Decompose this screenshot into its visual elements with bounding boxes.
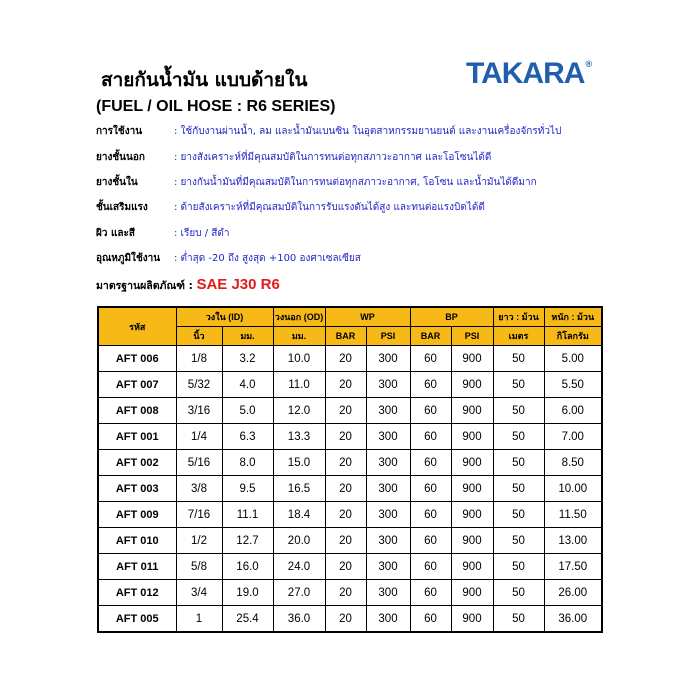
cell-length: 50 <box>493 424 544 450</box>
cell-weight: 5.00 <box>544 346 602 372</box>
hose-spec-table <box>97 306 603 633</box>
cell-id-mm: 3.2 <box>222 346 273 372</box>
spec-inner-tube <box>96 177 537 189</box>
header-code: รหัส <box>98 307 176 346</box>
subheader-kg: กิโลกรัม <box>544 327 602 346</box>
cell-bp-psi: 900 <box>451 398 493 424</box>
cell-id-mm: 25.4 <box>222 606 273 633</box>
page-title-thai: สายกันน้ำมัน แบบด้ายใน <box>101 69 308 91</box>
cell-wp-psi: 300 <box>366 580 410 606</box>
cell-wp-bar: 20 <box>325 606 366 633</box>
spec-value: : ยางสังเคราะห์ที่มีคุณสมบัติในการทนต่อทุกสภาวะอากาศ และโอโซนได้ดี <box>174 152 492 163</box>
cell-code: AFT 001 <box>98 424 176 450</box>
page-title-english: (FUEL / OIL HOSE : R6 SERIES) <box>96 98 336 115</box>
cell-weight: 8.50 <box>544 450 602 476</box>
cell-length: 50 <box>493 554 544 580</box>
cell-bp-psi: 900 <box>451 424 493 450</box>
cell-inch: 1/2 <box>176 528 222 554</box>
cell-bp-bar: 60 <box>410 554 451 580</box>
cell-weight: 17.50 <box>544 554 602 580</box>
table-row <box>98 528 602 554</box>
cell-wp-psi: 300 <box>366 528 410 554</box>
spec-usage <box>96 126 561 138</box>
spec-outer-cover <box>96 152 491 164</box>
cell-bp-psi: 900 <box>451 502 493 528</box>
subheader-mm: มม. <box>222 327 273 346</box>
cell-od-mm: 24.0 <box>273 554 325 580</box>
cell-bp-bar: 60 <box>410 528 451 554</box>
cell-length: 50 <box>493 398 544 424</box>
subheader-bp-bar: BAR <box>410 327 451 346</box>
cell-id-mm: 19.0 <box>222 580 273 606</box>
cell-wp-bar: 20 <box>325 502 366 528</box>
cell-wp-bar: 20 <box>325 372 366 398</box>
cell-inch: 7/16 <box>176 502 222 528</box>
spec-label: ชั้นเสริมแรง <box>96 202 148 213</box>
subheader-bp-psi: PSI <box>451 327 493 346</box>
cell-wp-bar: 20 <box>325 476 366 502</box>
cell-wp-bar: 20 <box>325 528 366 554</box>
cell-od-mm: 13.3 <box>273 424 325 450</box>
cell-inch: 1 <box>176 606 222 633</box>
cell-bp-psi: 900 <box>451 528 493 554</box>
cell-bp-bar: 60 <box>410 450 451 476</box>
cell-bp-bar: 60 <box>410 372 451 398</box>
cell-wp-bar: 20 <box>325 450 366 476</box>
table-row <box>98 476 602 502</box>
cell-length: 50 <box>493 580 544 606</box>
cell-code: AFT 008 <box>98 398 176 424</box>
cell-od-mm: 16.5 <box>273 476 325 502</box>
cell-od-mm: 27.0 <box>273 580 325 606</box>
table-row <box>98 424 602 450</box>
cell-wp-psi: 300 <box>366 424 410 450</box>
spec-value: : ยางกันน้ำมันที่มีคุณสมบัติในการทนต่อทุกสภาวะอากาศ, โอโซน และน้ำมันได้ดีมาก <box>174 177 537 188</box>
cell-id-mm: 6.3 <box>222 424 273 450</box>
cell-code: AFT 005 <box>98 606 176 633</box>
cell-id-mm: 8.0 <box>222 450 273 476</box>
spec-label: อุณหภูมิใช้งาน <box>96 253 161 264</box>
cell-inch: 3/8 <box>176 476 222 502</box>
subheader-wp-psi: PSI <box>366 327 410 346</box>
cell-code: AFT 002 <box>98 450 176 476</box>
cell-weight: 36.00 <box>544 606 602 633</box>
cell-wp-psi: 300 <box>366 450 410 476</box>
subheader-wp-bar: BAR <box>325 327 366 346</box>
spec-value: : เรียบ / สีดำ <box>174 228 230 239</box>
spec-value: : ใช้กับงานผ่านน้ำ, ลม และน้ำมันเบนซิน ในอุตสาหกรรมยานยนต์ และงานเครื่องจักรทั่วไป <box>174 126 562 137</box>
cell-od-mm: 36.0 <box>273 606 325 633</box>
cell-bp-psi: 900 <box>451 450 493 476</box>
cell-wp-bar: 20 <box>325 424 366 450</box>
product-standard <box>96 276 280 294</box>
cell-inch: 3/16 <box>176 398 222 424</box>
cell-length: 50 <box>493 476 544 502</box>
cell-code: AFT 003 <box>98 476 176 502</box>
cell-code: AFT 006 <box>98 346 176 372</box>
cell-bp-bar: 60 <box>410 606 451 633</box>
cell-id-mm: 12.7 <box>222 528 273 554</box>
cell-inch: 3/4 <box>176 580 222 606</box>
standard-label: มาตรฐานผลิตภัณฑ์ : <box>96 280 193 292</box>
cell-od-mm: 10.0 <box>273 346 325 372</box>
cell-od-mm: 20.0 <box>273 528 325 554</box>
header-burst-pressure: BP <box>410 307 493 327</box>
cell-weight: 6.00 <box>544 398 602 424</box>
cell-wp-bar: 20 <box>325 554 366 580</box>
cell-weight: 26.00 <box>544 580 602 606</box>
cell-length: 50 <box>493 502 544 528</box>
registered-mark: ® <box>585 59 592 69</box>
cell-od-mm: 15.0 <box>273 450 325 476</box>
cell-bp-psi: 900 <box>451 554 493 580</box>
cell-weight: 7.00 <box>544 424 602 450</box>
spec-label: ยางชั้นใน <box>96 177 138 188</box>
cell-bp-psi: 900 <box>451 372 493 398</box>
cell-wp-bar: 20 <box>325 346 366 372</box>
cell-code: AFT 009 <box>98 502 176 528</box>
cell-weight: 5.50 <box>544 372 602 398</box>
cell-od-mm: 18.4 <box>273 502 325 528</box>
cell-id-mm: 11.1 <box>222 502 273 528</box>
cell-bp-psi: 900 <box>451 606 493 633</box>
header-weight-per-roll: หนัก : ม้วน <box>544 307 602 327</box>
cell-inch: 5/16 <box>176 450 222 476</box>
header-inner-diameter: วงใน (ID) <box>176 307 273 327</box>
cell-inch: 5/8 <box>176 554 222 580</box>
table-row <box>98 372 602 398</box>
cell-wp-psi: 300 <box>366 476 410 502</box>
cell-length: 50 <box>493 450 544 476</box>
table-row <box>98 554 602 580</box>
cell-wp-psi: 300 <box>366 372 410 398</box>
cell-wp-psi: 300 <box>366 346 410 372</box>
cell-length: 50 <box>493 606 544 633</box>
cell-length: 50 <box>493 346 544 372</box>
cell-wp-psi: 300 <box>366 398 410 424</box>
spec-temperature <box>96 253 361 265</box>
header-length-per-roll: ยาว : ม้วน <box>493 307 544 327</box>
standard-value: SAE J30 R6 <box>196 276 280 293</box>
cell-code: AFT 011 <box>98 554 176 580</box>
cell-code: AFT 007 <box>98 372 176 398</box>
spec-label: ยางชั้นนอก <box>96 152 145 163</box>
cell-weight: 13.00 <box>544 528 602 554</box>
cell-inch: 1/4 <box>176 424 222 450</box>
cell-wp-psi: 300 <box>366 502 410 528</box>
takara-logo <box>466 57 591 91</box>
cell-bp-bar: 60 <box>410 346 451 372</box>
table-row <box>98 398 602 424</box>
spec-label: ผิว และสี <box>96 228 136 239</box>
cell-length: 50 <box>493 528 544 554</box>
cell-bp-bar: 60 <box>410 398 451 424</box>
spec-surface-color <box>96 228 229 240</box>
cell-bp-psi: 900 <box>451 476 493 502</box>
cell-inch: 1/8 <box>176 346 222 372</box>
cell-weight: 11.50 <box>544 502 602 528</box>
table-row <box>98 346 602 372</box>
cell-id-mm: 4.0 <box>222 372 273 398</box>
cell-length: 50 <box>493 372 544 398</box>
cell-wp-psi: 300 <box>366 606 410 633</box>
brand-name: TAKARA <box>466 57 585 90</box>
table-row <box>98 606 602 633</box>
cell-od-mm: 11.0 <box>273 372 325 398</box>
spec-value: : ต่ำสุด -20 ถึง สูงสุด +100 องศาเซลเซียส <box>174 253 361 264</box>
cell-wp-psi: 300 <box>366 554 410 580</box>
cell-id-mm: 5.0 <box>222 398 273 424</box>
cell-wp-bar: 20 <box>325 398 366 424</box>
table-row <box>98 580 602 606</box>
subheader-od-mm: มม. <box>273 327 325 346</box>
cell-id-mm: 16.0 <box>222 554 273 580</box>
subheader-meter: เมตร <box>493 327 544 346</box>
table-row <box>98 450 602 476</box>
cell-code: AFT 012 <box>98 580 176 606</box>
cell-id-mm: 9.5 <box>222 476 273 502</box>
cell-od-mm: 12.0 <box>273 398 325 424</box>
header-working-pressure: WP <box>325 307 410 327</box>
cell-bp-psi: 900 <box>451 580 493 606</box>
cell-code: AFT 010 <box>98 528 176 554</box>
table-row <box>98 502 602 528</box>
cell-bp-bar: 60 <box>410 502 451 528</box>
cell-wp-bar: 20 <box>325 580 366 606</box>
cell-bp-bar: 60 <box>410 424 451 450</box>
subheader-inch: นิ้ว <box>176 327 222 346</box>
cell-inch: 5/32 <box>176 372 222 398</box>
cell-bp-bar: 60 <box>410 580 451 606</box>
cell-bp-psi: 900 <box>451 346 493 372</box>
spec-label: การใช้งาน <box>96 126 143 137</box>
spec-value: : ด้ายสังเคราะห์ที่มีคุณสมบัติในการรับแรงดันได้สูง และทนต่อแรงบิดได้ดี <box>174 202 485 213</box>
header-outer-diameter: วงนอก (OD) <box>273 307 325 327</box>
cell-weight: 10.00 <box>544 476 602 502</box>
cell-bp-bar: 60 <box>410 476 451 502</box>
spec-reinforcement <box>96 202 485 214</box>
